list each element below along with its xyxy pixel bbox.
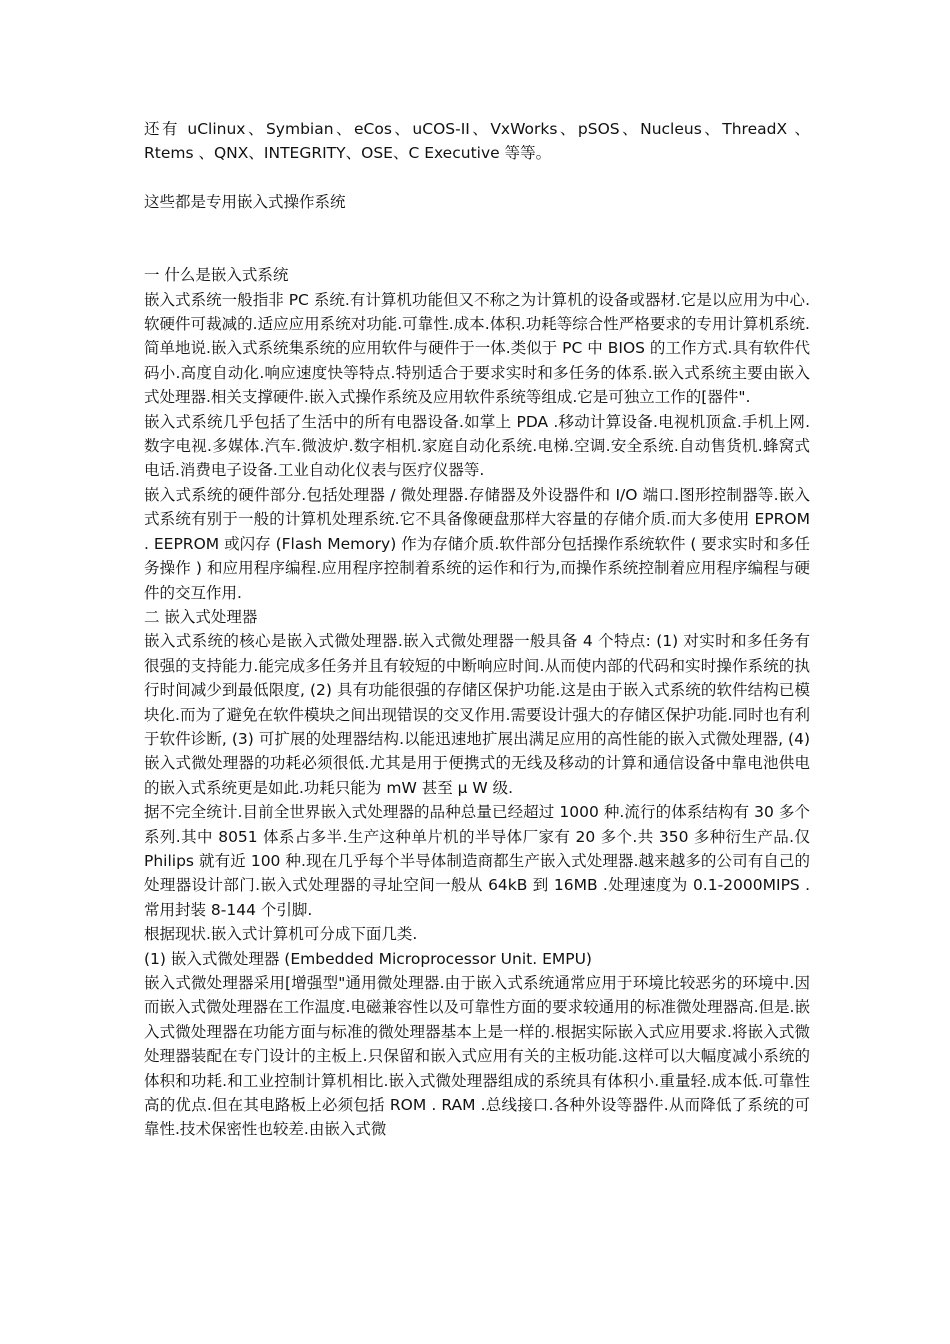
body-paragraph: 嵌入式系统的硬件部分.包括处理器 / 微处理器.存储器及外设器件和 I/O 端口.图形控制器等.嵌入式系统有别于一般的计算机处理系统.它不具备像硬盘那样大容量的存储介质.而大多使用 EPROM . EEPROM 或闪存 (Flash Memory) 作为存储介质.软件部分包括操作系统软件 ( 要求实时和多任务操作 ) 和应用程序编程.应用程序控制着系统的运作和行为,而操作系统控制着应用程序编程与硬件的交互作用. [144,485,810,602]
subsection-heading-empu: (1) 嵌入式微处理器 (Embedded Microprocessor Unit. EMPU) [144,949,592,968]
body-paragraph: 嵌入式微处理器采用[增强型"通用微处理器.由于嵌入式系统通常应用于环境比较恶劣的环境中.因而嵌入式微处理器在工作温度.电磁兼容性以及可靠性方面的要求较通用的标准微处理器高.但是.嵌入式微处理器在功能方面与标准的微处理器基本上是一样的.根据实际嵌入式应用要求.将嵌入式微处理器装配在专门设计的主板上.只保留和嵌入式应用有关的主板功能.这样可以大幅度减小系统的体积和功耗.和工业控制计算机相比.嵌入式微处理器组成的系统具有体积小.重量轻.成本低.可靠性高的优点.但在其电路板上必须包括 ROM . RAM .总线接口.各种外设等器件.从而降低了系统的可靠性.技术保密性也较差.由嵌入式微 [144,974,810,1139]
body-paragraph: 据不完全统计.目前全世界嵌入式处理器的品种总量已经超过 1000 种.流行的体系结构有 30 多个系列.其中 8051 体系占多半.生产这种单片机的半导体厂家有 20 多个.共 350 多种衍生产品.仅 Philips 就有近 100 种.现在几乎每个半导体制造商都生产嵌入式处理器.越来越多的公司有自己的处理器设计部门.嵌入式处理器的寻址空间一般从 64kB 到 16MB .处理速度为 0.1-2000MIPS .常用封装 8-144 个引脚. [144,803,810,919]
body-paragraph: 根据现状.嵌入式计算机可分成下面几类. [144,925,418,944]
section-heading-embedded-processor: 二 嵌入式处理器 [144,607,258,626]
section-heading-what-is-embedded: 一 什么是嵌入式系统 [144,266,289,285]
body-paragraph: 嵌入式系统的核心是嵌入式微处理器.嵌入式微处理器一般具备 4 个特点: (1) 对实时和多任务有很强的支持能力.能完成多任务并且有较短的中断响应时间.从而使内部的代码和实时操作系统的执行时间减少到最低限度, (2) 具有功能很强的存储区保护功能.这是由于嵌入式系统的软件结构已模块化.而为了避免在软件模块之间出现错误的交叉作用.需要设计强大的存储区保护功能.同时也有利于软件诊断, (3) 可扩展的处理器结构.以能迅速地扩展出满足应用的高性能的嵌入式微处理器, (4) 嵌入式微处理器的功耗必须很低.尤其是用于便携式的无线及移动的计算和通信设备中靠电池供电的嵌入式系统更是如此.功耗只能为 mW 甚至 μ W 级. [144,632,810,797]
document-body [144,117,810,1142]
body-paragraph: 嵌入式系统几乎包括了生活中的所有电器设备.如掌上 PDA .移动计算设备.电视机顶盒.手机上网.数字电视.多媒体.汽车.微波炉.数字相机.家庭自动化系统.电梯.空调.安全系统.自动售货机.蜂窝式电话.消费电子设备.工业自动化仪表与医疗仪器等. [144,412,810,480]
body-paragraph: 嵌入式系统一般指非 PC 系统.有计算机功能但又不称之为计算机的设备或器材.它是以应用为中心.软硬件可裁减的.适应应用系统对功能.可靠性.成本.体积.功耗等综合性严格要求的专用计算机系统.简单地说.嵌入式系统集系统的应用软件与硬件于一体.类似于 PC 中 BIOS 的工作方式.具有软件代码小.高度自动化.响应速度快等特点.特别适合于要求实时和多任务的体系.嵌入式系统主要由嵌入式处理器.相关支撑硬件.嵌入式操作系统及应用软件系统等组成.它是可独立工作的[器件". [144,290,810,407]
os-note-paragraph: 这些都是专用嵌入式操作系统 [144,192,346,211]
os-list-paragraph: 还有 uClinux、Symbian、eCos、uCOS-II、VxWorks、pSOS、Nucleus、ThreadX 、Rtems 、QNX、INTEGRITY、OSE、C Executive 等等。 [144,120,810,163]
